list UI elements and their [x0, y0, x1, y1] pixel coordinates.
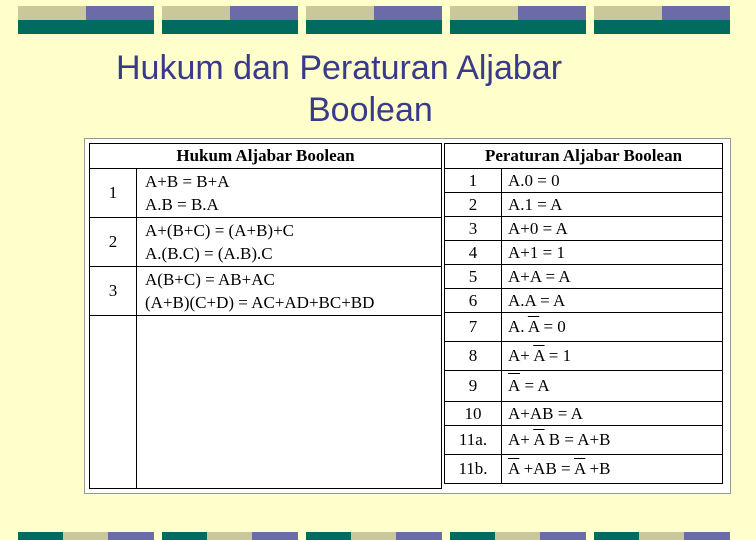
- table-row-number: 10: [445, 402, 502, 426]
- top-decoration: [18, 6, 756, 34]
- table-cell: A+0 = A: [502, 217, 723, 241]
- table-row-number: 8: [445, 342, 502, 371]
- table-row-number: 1: [445, 169, 502, 193]
- laws-table: [89, 143, 442, 489]
- table-row-number: 5: [445, 265, 502, 289]
- table-row-number: 9: [445, 371, 502, 402]
- table-row-number: 11a.: [445, 426, 502, 455]
- title-line-2: Boolean: [308, 91, 433, 129]
- table-row-number: 2: [90, 218, 137, 267]
- table-cell: A(B+C) = AB+AC (A+B)(C+D) = AC+AD+BC+BD: [137, 267, 442, 316]
- table-cell: A.A = A: [502, 289, 723, 313]
- table-cell: A+B = B+A A.B = B.A: [137, 169, 442, 218]
- empty-cell: [90, 316, 137, 489]
- rules-table-header: Peraturan Aljabar Boolean: [445, 144, 723, 169]
- table-image: [84, 138, 731, 494]
- table-cell: A+(B+C) = (A+B)+C A.(B.C) = (A.B).C: [137, 218, 442, 267]
- table-cell: A.1 = A: [502, 193, 723, 217]
- table-cell: A+AB = A: [502, 402, 723, 426]
- table-cell: $A+ \overline{A}$ B = A+B: [502, 426, 723, 455]
- table-cell: $A+ \overline{A} = 1$: [502, 342, 723, 371]
- table-cell: A+A = A: [502, 265, 723, 289]
- table-row-number: 4: [445, 241, 502, 265]
- table-row-number: 6: [445, 289, 502, 313]
- table-row-number: 7: [445, 313, 502, 342]
- rules-table: [444, 143, 723, 484]
- table-row-number: 11b.: [445, 455, 502, 484]
- table-cell: A. $\overline{A} = 0$: [502, 313, 723, 342]
- bottom-decoration: [18, 532, 756, 540]
- title-line-1: Hukum dan Peraturan Aljabar: [116, 49, 563, 87]
- table-cell: A = A: [502, 371, 723, 402]
- table-row-number: 3: [90, 267, 137, 316]
- table-row-number: 3: [445, 217, 502, 241]
- table-row-number: 1: [90, 169, 137, 218]
- table-cell: A.0 = 0: [502, 169, 723, 193]
- empty-cell: [137, 316, 442, 489]
- table-cell: A+1 = 1: [502, 241, 723, 265]
- table-cell: $\overline{A} +AB = \overline{A} +B$: [502, 455, 723, 484]
- laws-table-header: Hukum Aljabar Boolean: [90, 144, 442, 169]
- table-row-number: 2: [445, 193, 502, 217]
